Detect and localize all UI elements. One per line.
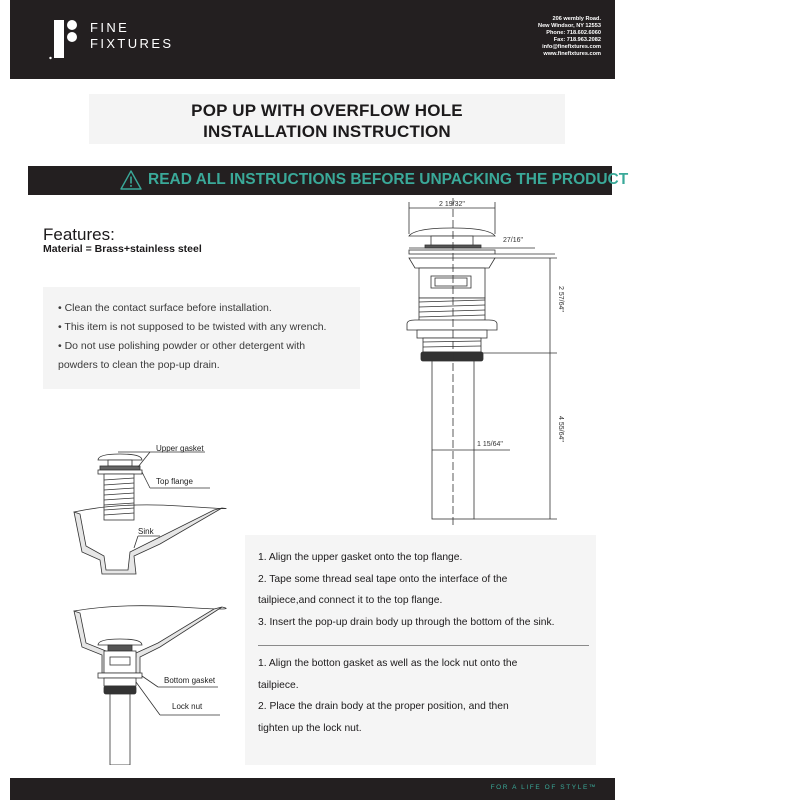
label-upper-gasket: Upper gasket (156, 444, 204, 453)
step-item: 3. Insert the pop-up drain body up through the bottom of the sink. (258, 616, 555, 628)
tip-item: • This item is not supposed to be twisted with any wrench. (58, 321, 327, 333)
label-lock-nut: Lock nut (172, 702, 203, 711)
tip-item-continued: powders to clean the pop-up drain. (58, 359, 220, 371)
dim-tail-diameter: 1 15/64" (477, 441, 503, 448)
brand-name (90, 20, 173, 52)
diagram-sink-installed (60, 595, 260, 765)
steps-group-lock-nut (245, 653, 517, 739)
warning-triangle-icon (120, 170, 142, 190)
fine-fixtures-logo-icon (48, 18, 82, 62)
tips-panel (43, 287, 360, 389)
brand-line-2: FIXTURES (90, 36, 174, 51)
footer-slogan: FOR A LIFE OF STYLE™ (490, 784, 597, 791)
dim-flange-width: 27/16" (503, 237, 524, 244)
steps-group-top-flange (245, 547, 555, 633)
title-box (89, 94, 565, 144)
step-item: 2. Place the drain body at the proper position, and then (258, 701, 509, 712)
label-sink: Sink (138, 527, 154, 536)
contact-city: New Windsor, NY 12553 (538, 23, 601, 29)
dim-cap-width: 2 19/32" (439, 201, 465, 208)
dim-tail-length: 4 55/64" (557, 416, 564, 442)
label-top-flange: Top flange (156, 477, 193, 486)
tip-item: • Do not use polishing powder or other detergent with (58, 340, 306, 352)
contact-phone: Phone: 718.602.6060 (546, 30, 601, 36)
step-item-continued: tighten up the lock nut. (258, 722, 362, 734)
footer-band (10, 778, 615, 800)
contact-address: 206 wembly Road. (552, 16, 601, 22)
technical-drawing (395, 198, 595, 528)
step-item-continued: tailpiece. (258, 679, 299, 691)
label-bottom-gasket: Bottom gasket (164, 676, 216, 685)
step-item: 1. Align the upper gasket onto the top flange. (258, 552, 463, 563)
material-spec: Material = Brass+stainless steel (43, 243, 202, 255)
lock-nut-shape (421, 352, 483, 361)
page-title-line-1: POP UP WITH OVERFLOW HOLE (191, 101, 463, 120)
steps-panel (245, 535, 596, 765)
cap-shape (409, 228, 495, 236)
warning-text: READ ALL INSTRUCTIONS BEFORE UNPACKING THE PRODUCT (148, 171, 629, 188)
diagram-sink-top (60, 440, 260, 580)
steps-divider (258, 645, 589, 646)
warning-banner (28, 166, 629, 195)
brand-line-1: FINE (90, 20, 130, 35)
contact-website[interactable]: www.finefixtures.com (543, 51, 601, 57)
step-item: 2. Tape some thread seal tape onto the interface of the (258, 573, 508, 585)
header-band (10, 0, 615, 79)
step-item-continued: tailpiece,and connect it to the top flange. (258, 595, 443, 606)
page-title-line-2: INSTALLATION INSTRUCTION (203, 122, 451, 141)
features-heading: Features: (43, 225, 115, 244)
step-item: 1. Align the botton gasket as well as the lock nut onto the (258, 658, 518, 669)
contact-email[interactable]: info@finefixtures.com (542, 44, 601, 50)
contact-info (538, 16, 601, 58)
sink-basin-shape (74, 508, 222, 574)
tip-item: • Clean the contact surface before installation. (58, 302, 272, 314)
dim-body-height: 2 57/64" (557, 286, 564, 312)
contact-fax: Fax: 718.963.2082 (553, 37, 601, 43)
